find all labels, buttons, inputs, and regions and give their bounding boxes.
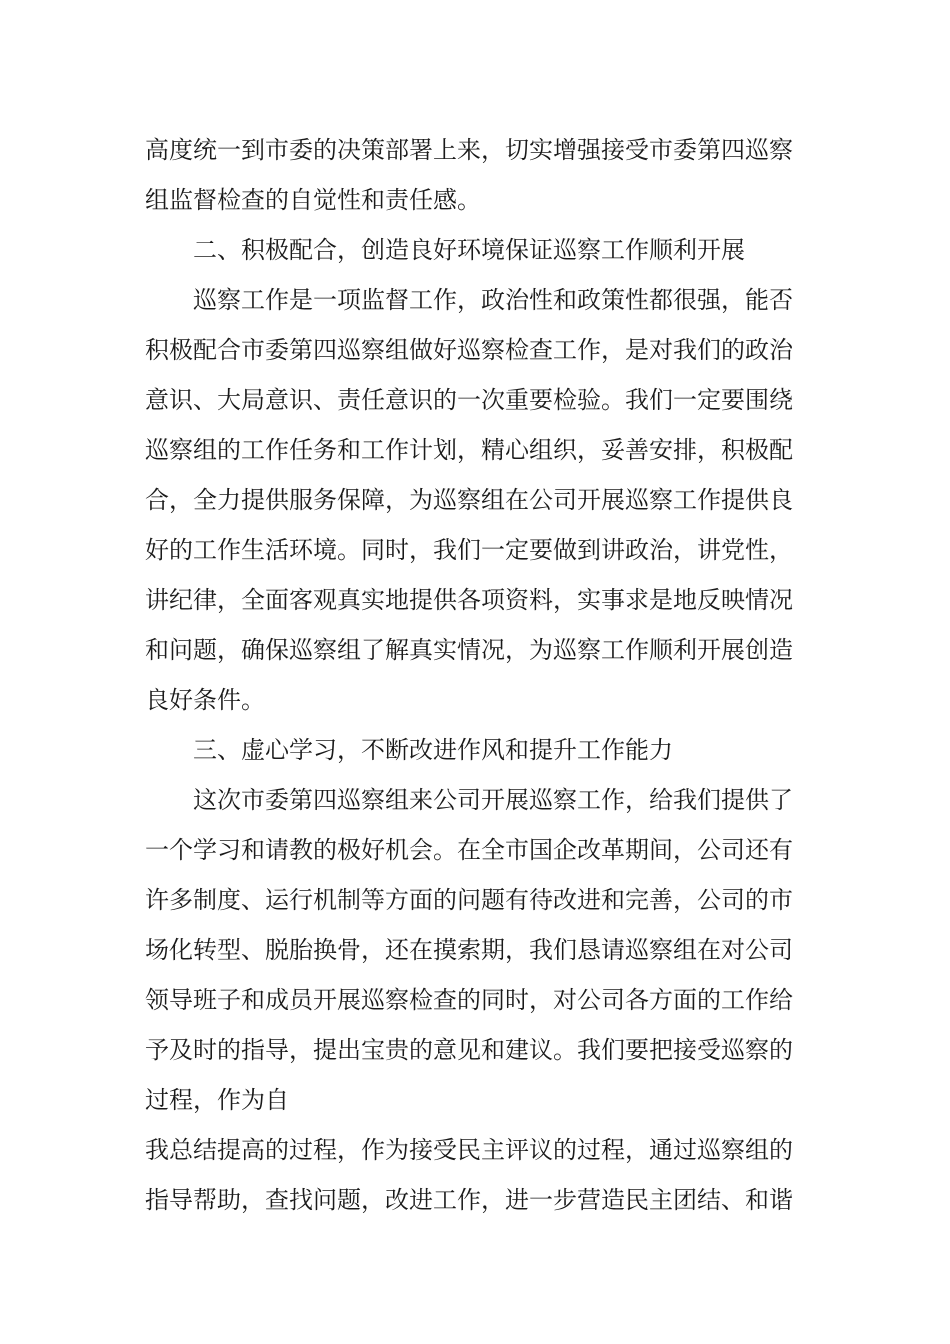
text-line: 领导班子和成员开展巡察检查的同时，对公司各方面的工作给	[145, 986, 793, 1014]
text-line: 我总结提高的过程，作为接受民主评议的过程，通过巡察组的	[145, 1136, 793, 1164]
text-line: 一个学习和请教的极好机会。在全市国企改革期间，公司还有	[145, 836, 793, 864]
section-heading-3: 三、虚心学习，不断改进作风和提升工作能力	[193, 736, 673, 764]
text-line: 指导帮助，查找问题，改进工作，进一步营造民主团结、和谐	[145, 1186, 793, 1214]
paragraph-start: 这次市委第四巡察组来公司开展巡察工作，给我们提供了	[193, 786, 793, 814]
text-line: 场化转型、脱胎换骨，还在摸索期，我们恳请巡察组在对公司	[145, 936, 793, 964]
text-line: 积极配合市委第四巡察组做好巡察检查工作，是对我们的政治	[145, 336, 793, 364]
paragraph-start: 巡察工作是一项监督工作，政治性和政策性都很强，能否	[193, 286, 793, 314]
text-line: 过程，作为自	[145, 1086, 289, 1114]
text-line: 良好条件。	[145, 686, 265, 714]
text-line: 合，全力提供服务保障，为巡察组在公司开展巡察工作提供良	[145, 486, 793, 514]
text-line: 许多制度、运行机制等方面的问题有待改进和完善，公司的市	[145, 886, 793, 914]
text-line: 巡察组的工作任务和工作计划，精心组织，妥善安排，积极配	[145, 436, 793, 464]
text-line: 高度统一到市委的决策部署上来，切实增强接受市委第四巡察	[145, 136, 793, 164]
text-line: 意识、大局意识、责任意识的一次重要检验。我们一定要围绕	[145, 386, 793, 414]
text-line: 组监督检查的自觉性和责任感。	[145, 186, 481, 214]
text-line: 讲纪律，全面客观真实地提供各项资料，实事求是地反映情况	[145, 586, 793, 614]
text-line: 予及时的指导，提出宝贵的意见和建议。我们要把接受巡察的	[145, 1036, 793, 1064]
text-line: 好的工作生活环境。同时，我们一定要做到讲政治，讲党性，	[145, 536, 793, 564]
text-line: 和问题，确保巡察组了解真实情况，为巡察工作顺利开展创造	[145, 636, 793, 664]
section-heading-2: 二、积极配合，创造良好环境保证巡察工作顺利开展	[193, 236, 745, 264]
